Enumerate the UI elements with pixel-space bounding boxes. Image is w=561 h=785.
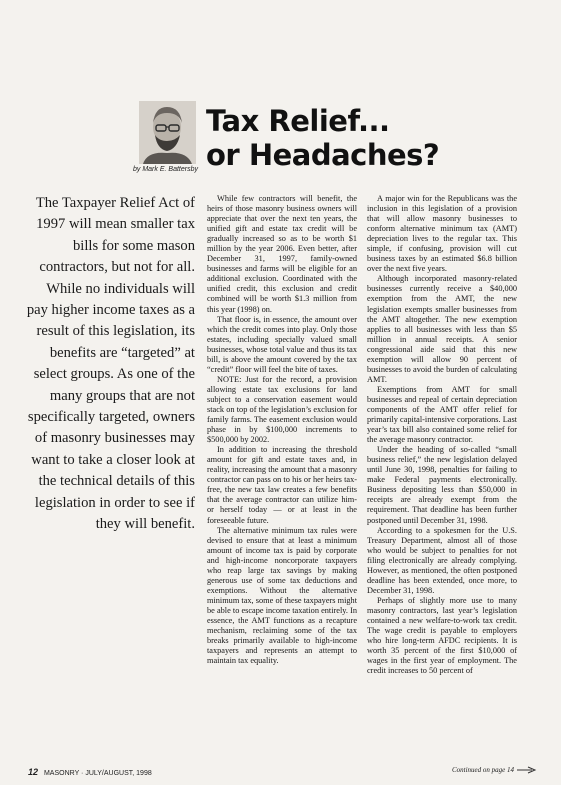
- paragraph: Perhaps of slightly more use to many masonry contractors, last year’s legislation contained a new welfare-to-work tax credit. The wage credit is payable to employers who hire long-term AFDC recipients. It is worth 35 percent of the first $10,000 of wages in the first year of employment. The credit increases to 50 percent of: [367, 595, 517, 676]
- continued-note: [452, 766, 538, 774]
- paragraph: According to a spokesmen for the U.S. Treasury Department, almost all of those who would be subject to penalties for not filing electronically are already complying. However, as mentioned, the often postponed deadline has been extended, once more, to December 31, 1998.: [367, 525, 517, 595]
- pull-quote: The Taxpayer Relief Act of 1997 will mean smaller tax bills for some mason contractors, but not for all. While no individuals will pay higher income taxes as a result of this legislation, its benefits are “targeted” at select groups. As one of the many groups that are not specifically targeted, owners of masonry businesses may want to take a closer look at the technical details of this legislation in order to see if they will benefit.: [26, 195, 195, 533]
- paragraph: The alternative minimum tax rules were devised to ensure that at least a minimum amount of income tax is paid by corporate and high-income noncorporate taxpayers who reap large tax savings by making generous use of some tax deductions and exemptions. Without the alternative minimum tax, some of these taxpayers might be able to escape income taxation entirely. In essence, the AMT functions as a recapture mechanism, reclaiming some of the tax breaks primarily available to high-income taxpayers and represents an attempt to maintain tax equality.: [207, 525, 357, 666]
- paragraph: While few contractors will benefit, the heirs of those masonry business owners will appreciate that over the next ten years, the unified gift and estate tax credit will be gradually increased so as to be worth $1 million by the year 2006. Even better, after December 31, 1997, family-owned businesses and farms will be eligible for an additional exclusion. Coordinated with the unified credit, this exclusion and credit combined will be worth $1.3 million from this year (1998) on.: [207, 194, 357, 314]
- byline: by Mark E. Battersby: [133, 166, 198, 173]
- paragraph: In addition to increasing the threshold amount for gift and estate taxes and, in reality, increasing the amount that a masonry contractor can pass on to his or her heirs tax-free, the new tax law creates a few benefits that the average contractor can utilize him- or herself today — or at least in the foreseeable future.: [207, 445, 357, 525]
- publication-info: MASONRY · JULY/AUGUST, 1998: [43, 770, 152, 777]
- paragraph: Under the heading of so-called “small business relief,” the new legislation delayed until June 30, 1998, penalties for failing to make Federal payments electronically. Business depositing less than $50,000 in receipts are already exempt from the requirement. That deadline has been further postponed until December 31, 1998.: [367, 445, 517, 525]
- continued-text: Continued on page 14: [452, 766, 515, 774]
- article-column-1: [207, 194, 357, 666]
- author-photo: [139, 101, 196, 164]
- paragraph: Exemptions from AMT for small businesses and repeal of certain depreciation components of the AMT offer relief for primarily capital-intensive corporations. Last year’s tax bill also contained some relief for the average masonry contractor.: [367, 384, 517, 445]
- title-line-1: Tax Relief...: [206, 104, 390, 138]
- paragraph: NOTE: Just for the record, a provision allowing estate tax exclusions for land subject to a conservation easement would stack on top of the legislation’s exclusion for family farms. The easement exclusion would phase in by $100,000 increments to $500,000 by 2002.: [207, 374, 357, 445]
- paragraph: Although incorporated masonry-related businesses currently receive a $40,000 exemption from the AMT, the new legislation exempts smaller businesses from the AMT altogether. The new exemption applies to all businesses with less than $5 million in annual receipts. A senior congressional aide said that this new exemption will allow 90 percent of businesses to avoid the burden of calculating AMT.: [367, 274, 517, 384]
- article-title: [206, 104, 526, 172]
- continued-arrow-icon: [516, 766, 538, 774]
- title-line-2: or Headaches?: [206, 138, 440, 172]
- page-number: 12: [28, 767, 39, 777]
- paragraph: That floor is, in essence, the amount over which the credit comes into play. Only those estates, including specially valued small businesses, whose total value and thus its tax bill, is above the amount covered by the tax “credit” floor will feel the bite of taxes.: [207, 314, 357, 374]
- paragraph: A major win for the Republicans was the inclusion in this legislation of a provision that will allow masonry businesses to conform alternative minimum tax (AMT) depreciation lives to the regular tax. This simple, if confusing, provision will cut business taxes by an estimated $6.8 billion over the next five years.: [367, 194, 517, 274]
- page-footer: [28, 767, 152, 777]
- author-portrait-image: [139, 101, 196, 164]
- article-column-2: [367, 194, 517, 676]
